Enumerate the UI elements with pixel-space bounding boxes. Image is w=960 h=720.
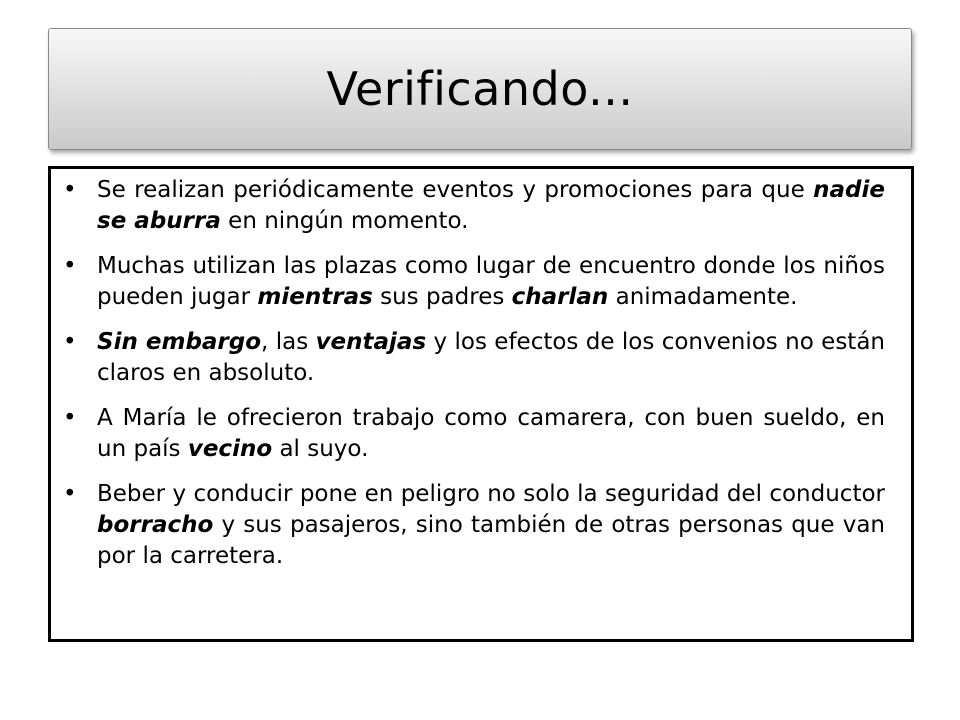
bullet-emphasis-text: charlan [511,284,609,310]
bullet-text: y los efectos de los convenios no están claros en absoluto. [97,329,885,386]
bullet-item [63,175,885,237]
bullet-emphasis-text: nadie se aburra [97,177,885,234]
bullet-item [63,403,885,465]
bullet-item [63,479,885,572]
bullet-item [63,327,885,389]
bullet-emphasis-text: mientras [257,284,373,310]
bullet-dot-icon: • [63,481,77,507]
bullet-text: , las [261,329,316,355]
bullet-dot-icon: • [63,253,77,279]
slide-title: Verificando... [326,62,634,116]
bullet-emphasis-text: Sin embargo [97,329,262,355]
bullet-emphasis-text: vecino [187,436,273,462]
bullet-text: Se realizan periódicamente eventos y promociones para que [97,177,814,203]
bullet-emphasis-text: borracho [97,512,214,538]
bullet-dot-icon: • [63,177,77,203]
bullet-text: y sus pasajeros, sino también de otras personas que van por la carretera. [97,512,885,569]
bullet-text: sus padres [372,284,512,310]
bullet-text: en ningún momento. [220,208,469,234]
bullet-item [63,251,885,313]
bullet-dot-icon: • [63,405,77,431]
bullet-text: Muchas utilizan las plazas como lugar de encuentro donde los niños pueden jugar [97,253,885,310]
bullet-list [63,175,885,572]
bullet-dot-icon: • [63,329,77,355]
slide-content-box [48,166,914,642]
bullet-text: A María le ofrecieron trabajo como camarera, con buen sueldo, en un país [97,405,885,462]
slide-title-box [48,28,912,150]
bullet-text: Beber y conducir pone en peligro no solo la seguridad del conductor [97,481,885,507]
bullet-text: animadamente. [608,284,798,310]
bullet-text: al suyo. [272,436,369,462]
bullet-emphasis-text: ventajas [315,329,427,355]
